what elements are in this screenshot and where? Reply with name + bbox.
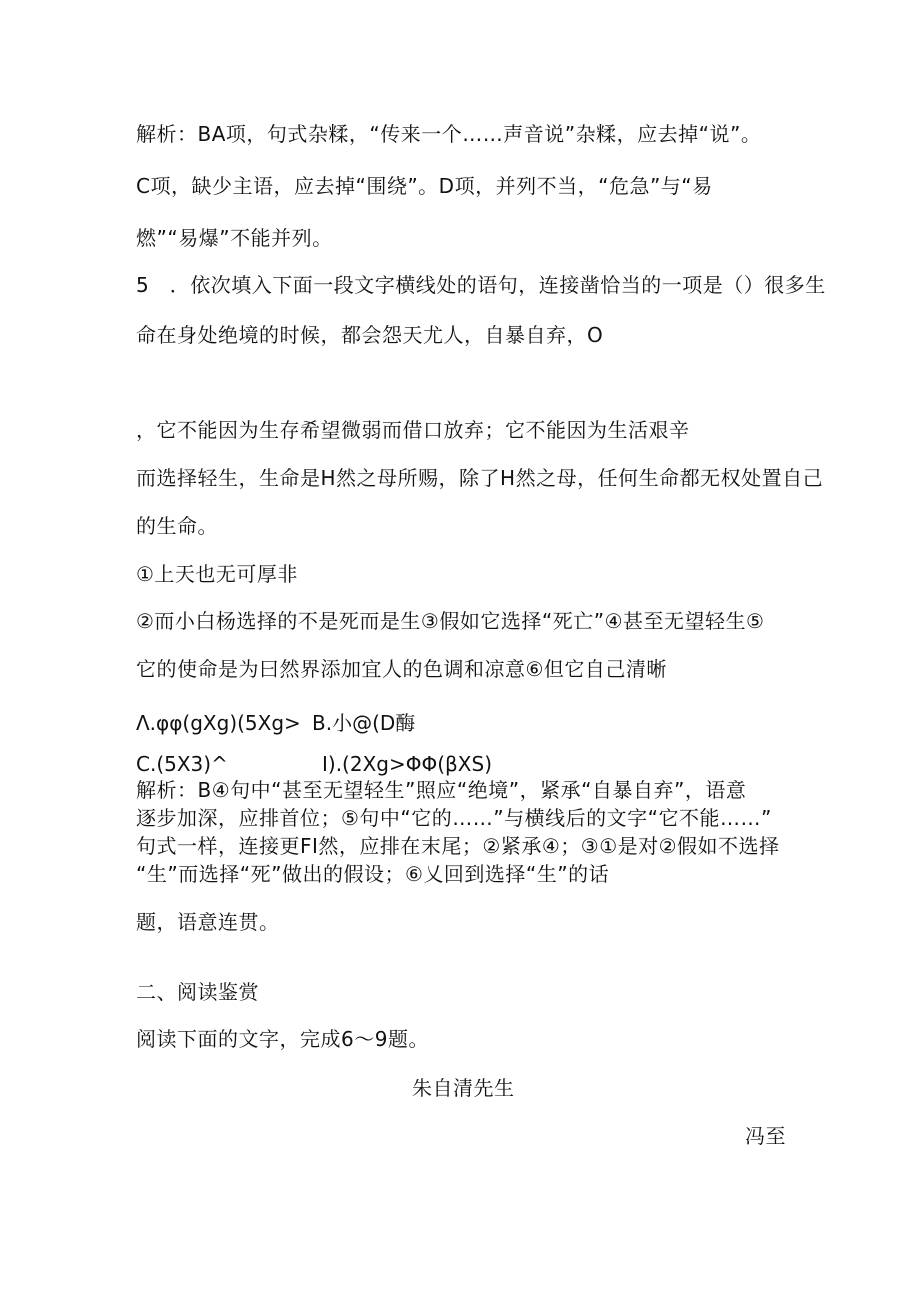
- q5-passage-line-3: 的生命。: [136, 514, 218, 538]
- q5-analysis-line-2: 逐步加深，应排首位；⑤句中“它的……”与横线后的文字“它不能……”: [136, 806, 772, 830]
- q4-analysis-line-1: 解析：BA项，句式杂糅，“传来一个……声音说”杂糅，应去掉“说”。: [136, 122, 762, 146]
- q5-passage-line-1: ，它不能因为生存希望微弱而借口放弃；它不能因为生活艰辛: [136, 418, 690, 442]
- q5-items-2-5: ②而小白杨选择的不是死而是生③假如它选择“死亡”④甚至无望轻生⑤: [136, 609, 765, 633]
- q5-items-5-6: 它的使命是为曰然界添加宜人的色调和凉意⑥但它自己清晰: [136, 657, 667, 681]
- q5-item-1: ①上天也无可厚非: [136, 562, 298, 586]
- q5-analysis-line-4: “生”而选择“死”做出的假设；⑥乂回到选择“生”的话: [136, 862, 610, 886]
- section-heading: 二、阅读鉴赏: [136, 980, 259, 1004]
- section-instruction: 阅读下面的文字，完成6〜9题。: [136, 1027, 429, 1051]
- article-title: 朱自清先生: [412, 1076, 515, 1100]
- q5-passage-line-2: 而选择轻生，生命是H然之母所赐，除了H然之母，任何生命都无权处置自己: [136, 466, 824, 490]
- q5-option-b: B.小@(D酶: [312, 711, 416, 735]
- q5-option-d: I).(2Xg>ΦΦ(βXS): [322, 752, 492, 776]
- article-author: 冯至: [745, 1124, 786, 1148]
- q5-option-c: C.(5X3)^: [136, 752, 228, 776]
- q5-analysis-line-1: 解析：B④句中“甚至无望轻生”照应“绝境”，紧承“自暴自弃”，语意: [136, 778, 747, 802]
- q5-option-a: Λ.φφ(gXg)(5Xg>: [136, 711, 301, 735]
- q5-stem-line-1: 5 ．依次填入下面一段文字横线处的语句，连接凿恰当的一项是（）很多生: [136, 273, 826, 297]
- q5-analysis-line-3: 句式一样，连接更FI然，应排在末尾；②紧承④；③①是对②假如不选择: [136, 834, 780, 858]
- q5-analysis-line-5: 题，语意连贯。: [136, 910, 280, 934]
- q5-stem-line-2: 命在身处绝境的时候，都会怨天尤人，自暴自弃，O: [136, 323, 604, 347]
- q4-analysis-line-2: C项，缺少主语，应去掉“围绕”。D项，并列不当，“危急”与“易: [136, 174, 713, 198]
- q4-analysis-line-3: 燃”“易爆”不能并列。: [136, 226, 333, 250]
